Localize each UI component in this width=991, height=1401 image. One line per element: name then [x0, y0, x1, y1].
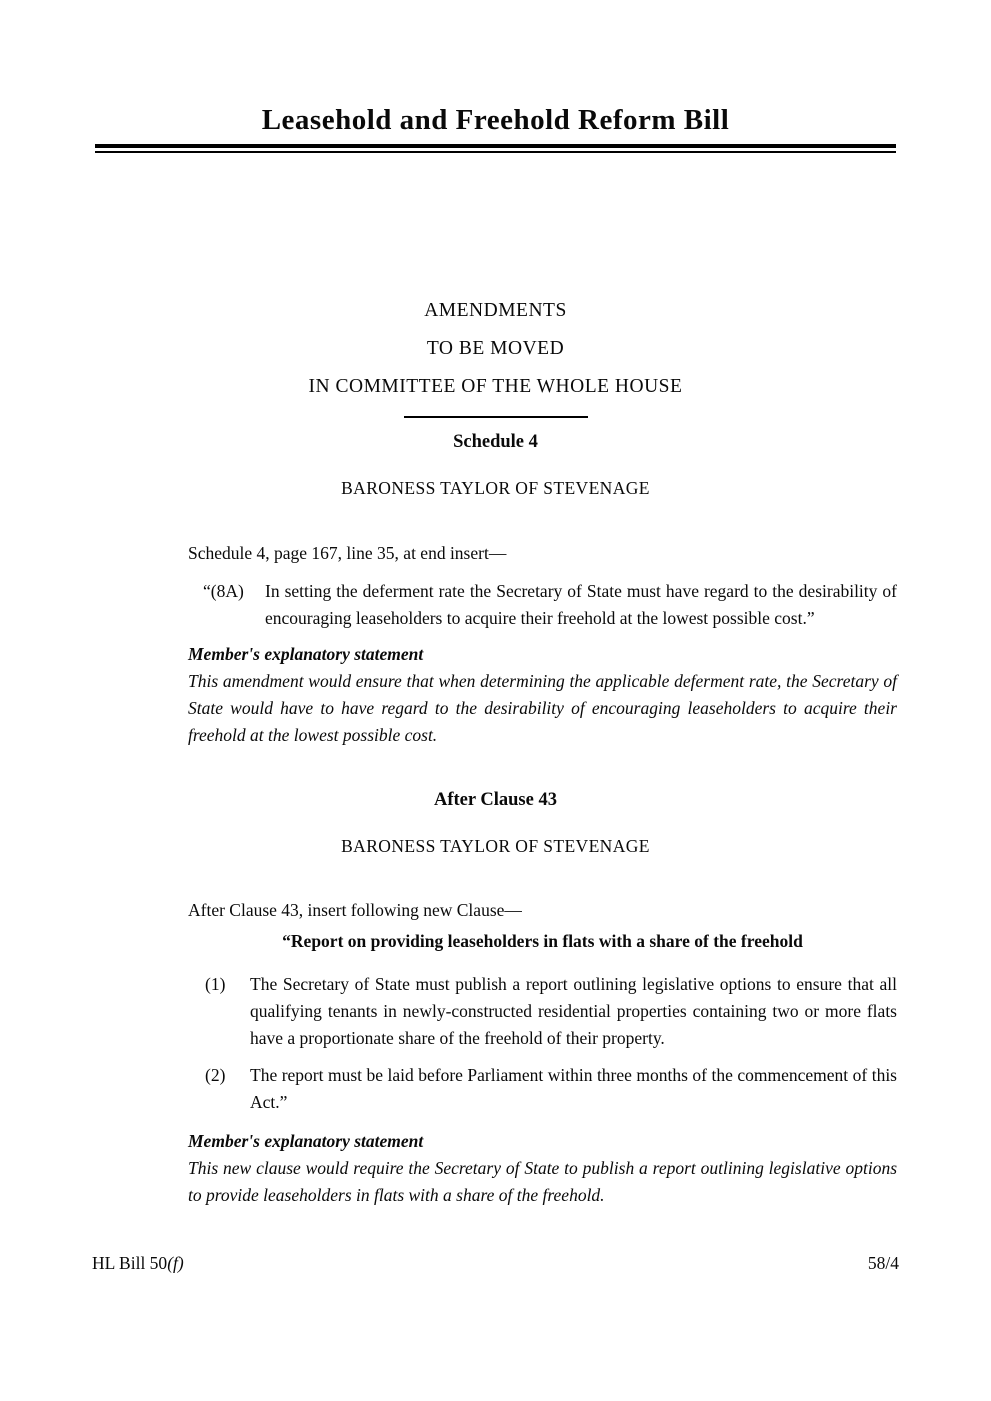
amendment1-explanatory	[188, 641, 897, 749]
amendment1-body	[188, 540, 897, 749]
clause-8a-number: “(8A)	[203, 581, 244, 602]
clause-8a-text: In setting the deferment rate the Secretary of State must have regard to the desirability of encouraging leaseholders to acquire their freehold at the lowest possible cost.”	[265, 581, 897, 629]
section-spacer	[0, 749, 991, 762]
amendment2-subsection-1	[205, 971, 897, 1052]
amendment2-instruction: After Clause 43, insert following new Clause—	[188, 900, 522, 921]
amendment2-explanatory-label: Member's explanatory statement	[188, 1131, 424, 1152]
amendment1-mover-name: BARONESS TAYLOR OF STEVENAGE	[341, 478, 650, 499]
header-line-to-be-moved: TO BE MOVED	[426, 338, 565, 360]
title-double-rule	[95, 144, 896, 153]
amendments-header-block	[0, 299, 991, 418]
schedule-4-heading: Schedule 4	[453, 432, 538, 453]
amendment1-instruction: Schedule 4, page 167, line 35, at end insert—	[188, 543, 507, 564]
header-line-amendments: AMENDMENTS	[424, 300, 567, 322]
after-clause-43-heading: After Clause 43	[434, 790, 557, 811]
amendment1-explanatory-text: This amendment would ensure that when determining the applicable deferment rate, the Secretary of State would have to have regard to the desirability of encouraging leaseholders to acquire their freehold at the lowest possible cost.	[188, 671, 897, 746]
bill-reference	[92, 1253, 184, 1274]
amendment2-subsection-2	[205, 1062, 897, 1116]
amendment2-body	[188, 897, 897, 1209]
session-number: 58/4	[867, 1253, 899, 1273]
bill-reference-number: HL Bill 50	[92, 1253, 168, 1273]
subsection-2-text: The report must be laid before Parliament within three months of the commencement of this Act.”	[250, 1065, 897, 1113]
amendment1-clause-8a	[203, 578, 897, 632]
header-divider-rule	[404, 416, 588, 418]
header-line-committee: IN COMMITTEE OF THE WHOLE HOUSE	[308, 376, 683, 398]
new-clause-title: “Report on providing leaseholders in flats with a share of the freehold	[282, 931, 803, 952]
subsection-1-text: The Secretary of State must publish a report outlining legislative options to ensure that all qualifying tenants in newly-constructed residential properties containing two or more flats have a proportionate share of the freehold of their property.	[250, 974, 897, 1049]
page-footer	[92, 1253, 899, 1274]
amendment2-mover-name: BARONESS TAYLOR OF STEVENAGE	[341, 836, 650, 857]
amendment2-explanatory	[188, 1128, 897, 1209]
subsection-1-number: (1)	[205, 974, 226, 995]
subsection-2-number: (2)	[205, 1065, 226, 1086]
page-title: Leasehold and Freehold Reform Bill	[261, 104, 730, 136]
amendment2-explanatory-text: This new clause would require the Secretary of State to publish a report outlining legislative options to provide leaseholders in flats with a share of the freehold.	[188, 1158, 897, 1206]
bill-reference-suffix: (f)	[167, 1253, 184, 1273]
amendment1-explanatory-label: Member's explanatory statement	[188, 644, 424, 665]
